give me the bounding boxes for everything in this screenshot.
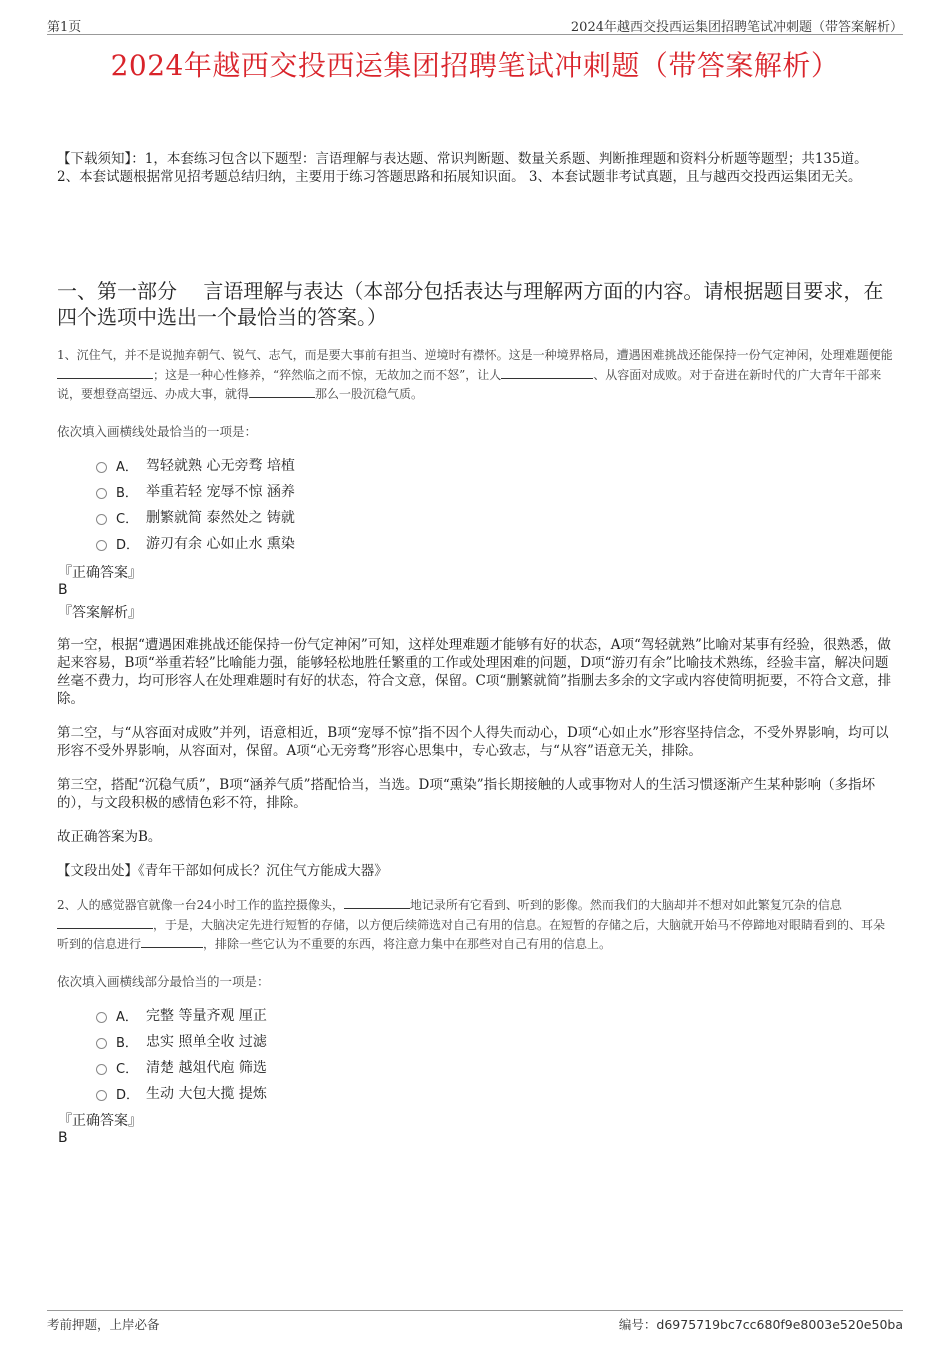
radio-icon[interactable] (96, 514, 107, 525)
option-b[interactable]: B． 忠实 照单全收 过滤 (96, 1028, 267, 1054)
radio-icon[interactable] (96, 1038, 107, 1049)
analysis-paragraph-2: 第二空，与“从容面对成败”并列，语意相近，B项“宠辱不惊”指不因个人得失而动心，D项“心如止水”形容坚持信念，不受外界影响，均可以形容不受外界影响，从容面对，保留。A项“心无旁骛”形容心思集中，专心致志，与“从容”语意无关，排除。 (57, 725, 889, 759)
question-2-part-4: ，排除一些它认为不重要的东西，将注意力集中在那些对自己有用的信息上。 (203, 937, 612, 951)
header-doc-title: 2024年越西交投西运集团招聘笔试冲刺题（带答案解析） (570, 20, 903, 35)
question-2-part-3: ，于是，大脑决定先进行短暂的存储，以方便后续筛选对自己有用的信息。在短暂的存储之后，大脑就开始马不停蹄地对眼睛看到的、耳朵听到的信息进行 (57, 917, 886, 951)
option-d[interactable]: D． 生动 大包大揽 提炼 (96, 1080, 267, 1106)
question-1-part-4: 那么一股沉稳气质。 (315, 387, 424, 401)
option-c[interactable]: C． 清楚 越俎代庖 筛选 (96, 1054, 267, 1080)
analysis-paragraph-1: 第一空，根据“遭遇困难挑战还能保持一份气定神闲”可知，这样处理难题才能够有好的状态，A项“驾轻就熟”比喻对某事有经验，很熟悉，做起来容易，B项“举重若轻”比喻能力强，能够轻松地胜任繁重的工作或处理困难的问题，D项“游刃有余”比喻技术熟练，经验丰富，解决问题丝毫不费力，均可形容人在处理难题时有好的状态，符合文意，保留。C项“删繁就简”指删去多余的文字或内容使简明扼要，不符合文意，排除。 (57, 637, 892, 707)
radio-icon[interactable] (96, 1012, 107, 1023)
page-number: 第1页 (47, 20, 82, 35)
analysis-conclusion: 故正确答案为B。 (57, 829, 162, 845)
document-id: 编号：d6975719bc7cc680f9e8003e520e50ba (618, 1317, 903, 1332)
radio-icon[interactable] (96, 462, 107, 473)
radio-icon[interactable] (96, 540, 107, 551)
document-title: 2024年越西交投西运集团招聘笔试冲刺题（带答案解析） (110, 49, 840, 82)
correct-answer-label: 『正确答案』 (58, 1113, 142, 1129)
passage-source: 【文段出处】《青年干部如何成长？沉住气方能成大器》 (57, 863, 388, 879)
answer-blank (344, 896, 410, 909)
answer-blank (501, 366, 593, 379)
analysis-paragraph-3: 第三空，搭配“沉稳气质”，B项“涵养气质”搭配恰当，当选。D项“熏染”指长期接触的人或事物对人的生活习惯逐渐产生某种影响（多指坏的），与文段积极的感情色彩不符，排除。 (57, 777, 876, 811)
correct-answer-label: 『正确答案』 (58, 565, 142, 581)
correct-answer: B (58, 1130, 68, 1146)
radio-icon[interactable] (96, 488, 107, 499)
question-1-part-1: 1、沉住气，并不是说抛弃朝气、锐气、志气，而是要大事前有担当、逆境时有襟怀。这是一种境界格局，遭遇困难挑战还能保持一份气定神闲，处理难题便能 (57, 348, 893, 362)
question-1-prompt: 依次填入画横线处最恰当的一项是： (57, 424, 258, 439)
option-b[interactable]: B． 举重若轻 宠辱不惊 涵养 (96, 478, 295, 504)
option-a[interactable]: A． 完整 等量齐观 厘正 (96, 1002, 267, 1028)
answer-blank (141, 935, 203, 948)
question-1-text (57, 346, 895, 405)
download-notice: 【下载须知】：1，本套练习包含以下题型：言语理解与表达题、常识判断题、数量关系题、判断推理题和资料分析题等题型；共135道。 2、本套试题根据常见招考题总结归纳，主要用于练习答题思路和拓展知识面。 3、本套试题非考试真题，且与越西交投西运集团无关。 (57, 151, 868, 185)
answer-blank (57, 916, 153, 929)
page-header (47, 14, 903, 35)
radio-icon[interactable] (96, 1064, 107, 1075)
radio-icon[interactable] (96, 1090, 107, 1101)
section-title: 一、第一部分 言语理解与表达（本部分包括表达与理解两方面的内容。请根据题目要求，在四个选项中选出一个最恰当的答案。） (57, 279, 884, 329)
answer-blank (249, 385, 315, 398)
option-c[interactable]: C． 删繁就简 泰然处之 铸就 (96, 504, 295, 530)
option-a[interactable]: A． 驾轻就熟 心无旁骛 培植 (96, 452, 295, 478)
question-2-part-2: 地记录所有它看到、听到的影像。然而我们的大脑却并不想对如此繁复冗杂的信息 (409, 898, 842, 912)
answer-blank (57, 366, 153, 379)
footer-slogan: 考前押题，上岸必备 (47, 1317, 160, 1332)
correct-answer: B (58, 582, 68, 598)
question-2-prompt: 依次填入画横线部分最恰当的一项是： (57, 974, 270, 989)
question-2-part-1: 2、人的感觉器官就像一台24小时工作的监控摄像头， (57, 898, 344, 912)
question-1-options (96, 452, 295, 556)
question-1-part-3: 、从容面对成败。对于奋进在新时代的广大青年干部来说，要想登高望远、办成大事，就得 (57, 367, 882, 401)
page-footer (47, 1310, 903, 1331)
question-1-part-2: ；这是一种心性修养，“猝然临之而不惊，无故加之而不怒”，让人 (153, 367, 502, 382)
question-2-text (57, 896, 895, 955)
analysis-label: 『答案解析』 (58, 605, 142, 621)
option-d[interactable]: D． 游刃有余 心如止水 熏染 (96, 530, 295, 556)
question-2-options (96, 1002, 267, 1106)
